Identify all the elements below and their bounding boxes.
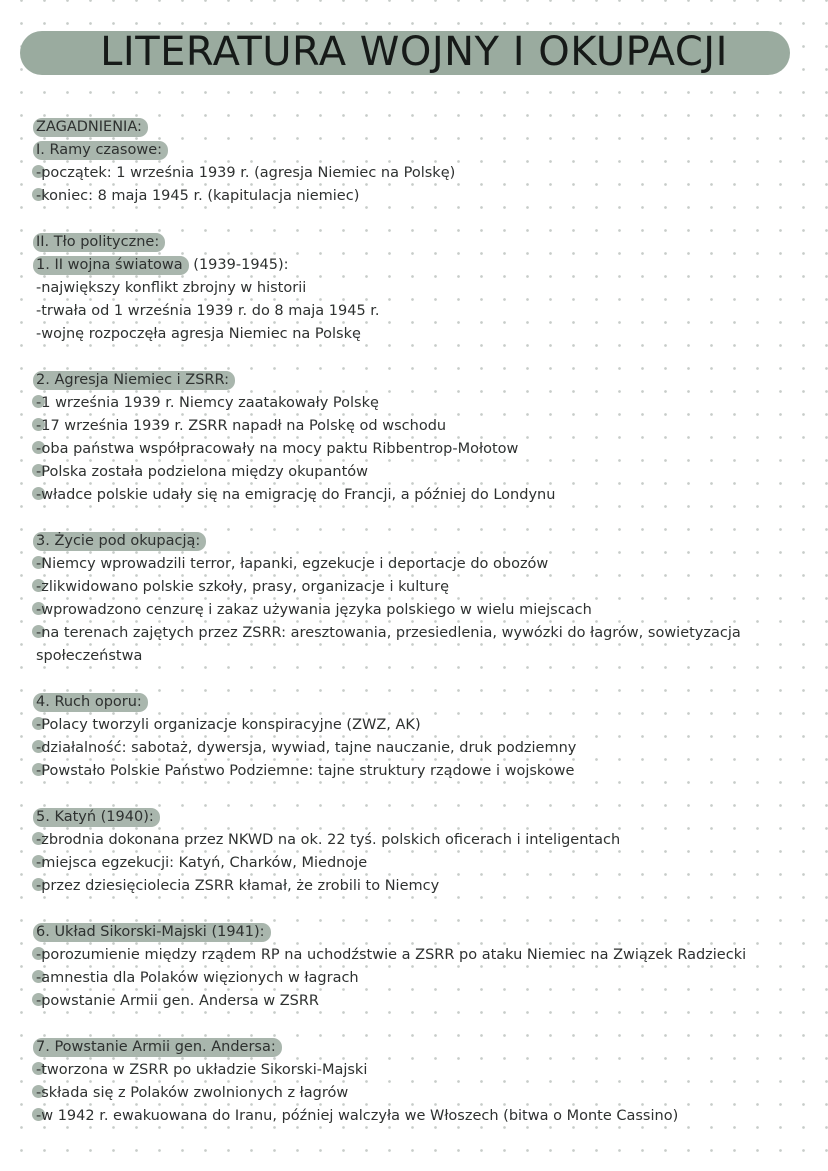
subsection-heading-suffix: (1939-1945): <box>188 257 289 273</box>
list-item <box>36 1105 816 1128</box>
list-item <box>36 277 816 300</box>
list-item <box>36 1059 816 1082</box>
list-item <box>36 760 816 783</box>
section-heading <box>36 530 816 553</box>
list-item-text: -działalność: sabotaż, dywersja, wywiad, tajne nauczanie, druk podziemny <box>36 737 576 760</box>
section-heading <box>36 806 816 829</box>
list-item <box>36 576 816 599</box>
section-heading <box>36 231 816 254</box>
list-item-text: -Niemcy wprowadzili terror, łapanki, egzekucje i deportacje do obozów <box>36 553 548 576</box>
section-heading <box>36 1036 816 1059</box>
list-item-text: -zlikwidowano polskie szkoły, prasy, organizacje i kulturę <box>36 576 449 599</box>
list-item-text: -powstanie Armii gen. Andersa w ZSRR <box>36 990 319 1013</box>
list-item-text: -Polska została podzielona między okupantów <box>36 461 368 484</box>
list-item-text: -17 września 1939 r. ZSRR napadł na Polskę od wschodu <box>36 415 446 438</box>
list-item <box>36 875 816 898</box>
list-item <box>36 553 816 576</box>
subsection-heading <box>36 254 816 277</box>
zagadnienia-heading <box>36 116 816 139</box>
list-item-text: -trwała od 1 września 1939 r. do 8 maja 1945 r. <box>36 303 380 319</box>
section-heading-text: 4. Ruch oporu: <box>33 693 148 712</box>
subsection-heading-text: 1. II wojna światowa <box>33 256 189 275</box>
list-item <box>36 990 816 1013</box>
section-heading <box>36 921 816 944</box>
list-item <box>36 438 816 461</box>
list-item <box>36 185 816 208</box>
list-item-text: -wojnę rozpoczęła agresja Niemiec na Polskę <box>36 326 361 342</box>
list-item-text: -na terenach zajętych przez ZSRR: aresztowania, przesiedlenia, wywózki do łagrów, sowietyzacja społeczeństwa <box>36 622 796 668</box>
section-heading-text: 5. Katyń (1940): <box>33 808 160 827</box>
list-item-text: -przez dziesięciolecia ZSRR kłamał, że zrobili to Niemcy <box>36 875 439 898</box>
section-heading-text: 2. Agresja Niemiec i ZSRR: <box>33 371 235 390</box>
list-item <box>36 162 816 185</box>
list-item <box>36 944 816 967</box>
section-heading-text: II. Tło polityczne: <box>33 233 165 252</box>
list-item-text: -Polacy tworzyli organizacje konspiracyjne (ZWZ, AK) <box>36 714 421 737</box>
list-item-text: -składa się z Polaków zwolnionych z łagrów <box>36 1082 348 1105</box>
list-item <box>36 1082 816 1105</box>
section-heading-text: 6. Układ Sikorski-Majski (1941): <box>33 923 271 942</box>
list-item <box>36 829 816 852</box>
list-item-text: -oba państwa współpracowały na mocy paktu Ribbentrop-Mołotow <box>36 438 518 461</box>
section-heading-text: 3. Życie pod okupacją: <box>33 532 206 551</box>
list-item <box>36 714 816 737</box>
list-item-text: -wprowadzono cenzurę i zakaz używania języka polskiego w wielu miejscach <box>36 599 592 622</box>
page-title: LITERATURA WOJNY I OKUPACJI <box>100 29 728 75</box>
list-item-text: -tworzona w ZSRR po układzie Sikorski-Majski <box>36 1059 367 1082</box>
list-item <box>36 484 816 507</box>
list-item-text: -władce polskie udały się na emigrację do Francji, a później do Londynu <box>36 484 555 507</box>
list-item-text: -koniec: 8 maja 1945 r. (kapitulacja niemiec) <box>36 185 359 208</box>
list-item <box>36 622 796 668</box>
section-heading <box>36 691 816 714</box>
list-item <box>36 599 816 622</box>
list-item <box>36 392 816 415</box>
list-item-text: -zbrodnia dokonana przez NKWD na ok. 22 tyś. polskich oficerach i inteligentach <box>36 829 620 852</box>
section-heading-text: I. Ramy czasowe: <box>33 141 168 160</box>
list-item-text: -1 września 1939 r. Niemcy zaatakowały Polskę <box>36 392 379 415</box>
list-item-text: -największy konflikt zbrojny w historii <box>36 280 307 296</box>
section-heading <box>36 369 816 392</box>
zagadnienia-label: ZAGADNIENIA: <box>33 118 148 137</box>
list-item <box>36 415 816 438</box>
list-item-text: -porozumienie między rządem RP na uchodźstwie a ZSRR po ataku Niemiec na Związek Radziecki <box>36 944 746 967</box>
list-item-text: -amnestia dla Polaków więzionych w łagrach <box>36 967 359 990</box>
list-item <box>36 852 816 875</box>
list-item <box>36 737 816 760</box>
notes-body <box>36 116 816 1128</box>
list-item-text: -w 1942 r. ewakuowana do Iranu, później walczyła we Włoszech (bitwa o Monte Cassino) <box>36 1105 678 1128</box>
list-item <box>36 967 816 990</box>
list-item <box>36 461 816 484</box>
list-item-text: -Powstało Polskie Państwo Podziemne: tajne struktury rządowe i wojskowe <box>36 760 574 783</box>
section-heading <box>36 139 816 162</box>
section-heading-text: 7. Powstanie Armii gen. Andersa: <box>33 1038 282 1057</box>
list-item <box>36 323 816 346</box>
list-item <box>36 300 816 323</box>
list-item-text: -miejsca egzekucji: Katyń, Charków, Miednoje <box>36 852 367 875</box>
list-item-text: -początek: 1 września 1939 r. (agresja Niemiec na Polskę) <box>36 162 455 185</box>
